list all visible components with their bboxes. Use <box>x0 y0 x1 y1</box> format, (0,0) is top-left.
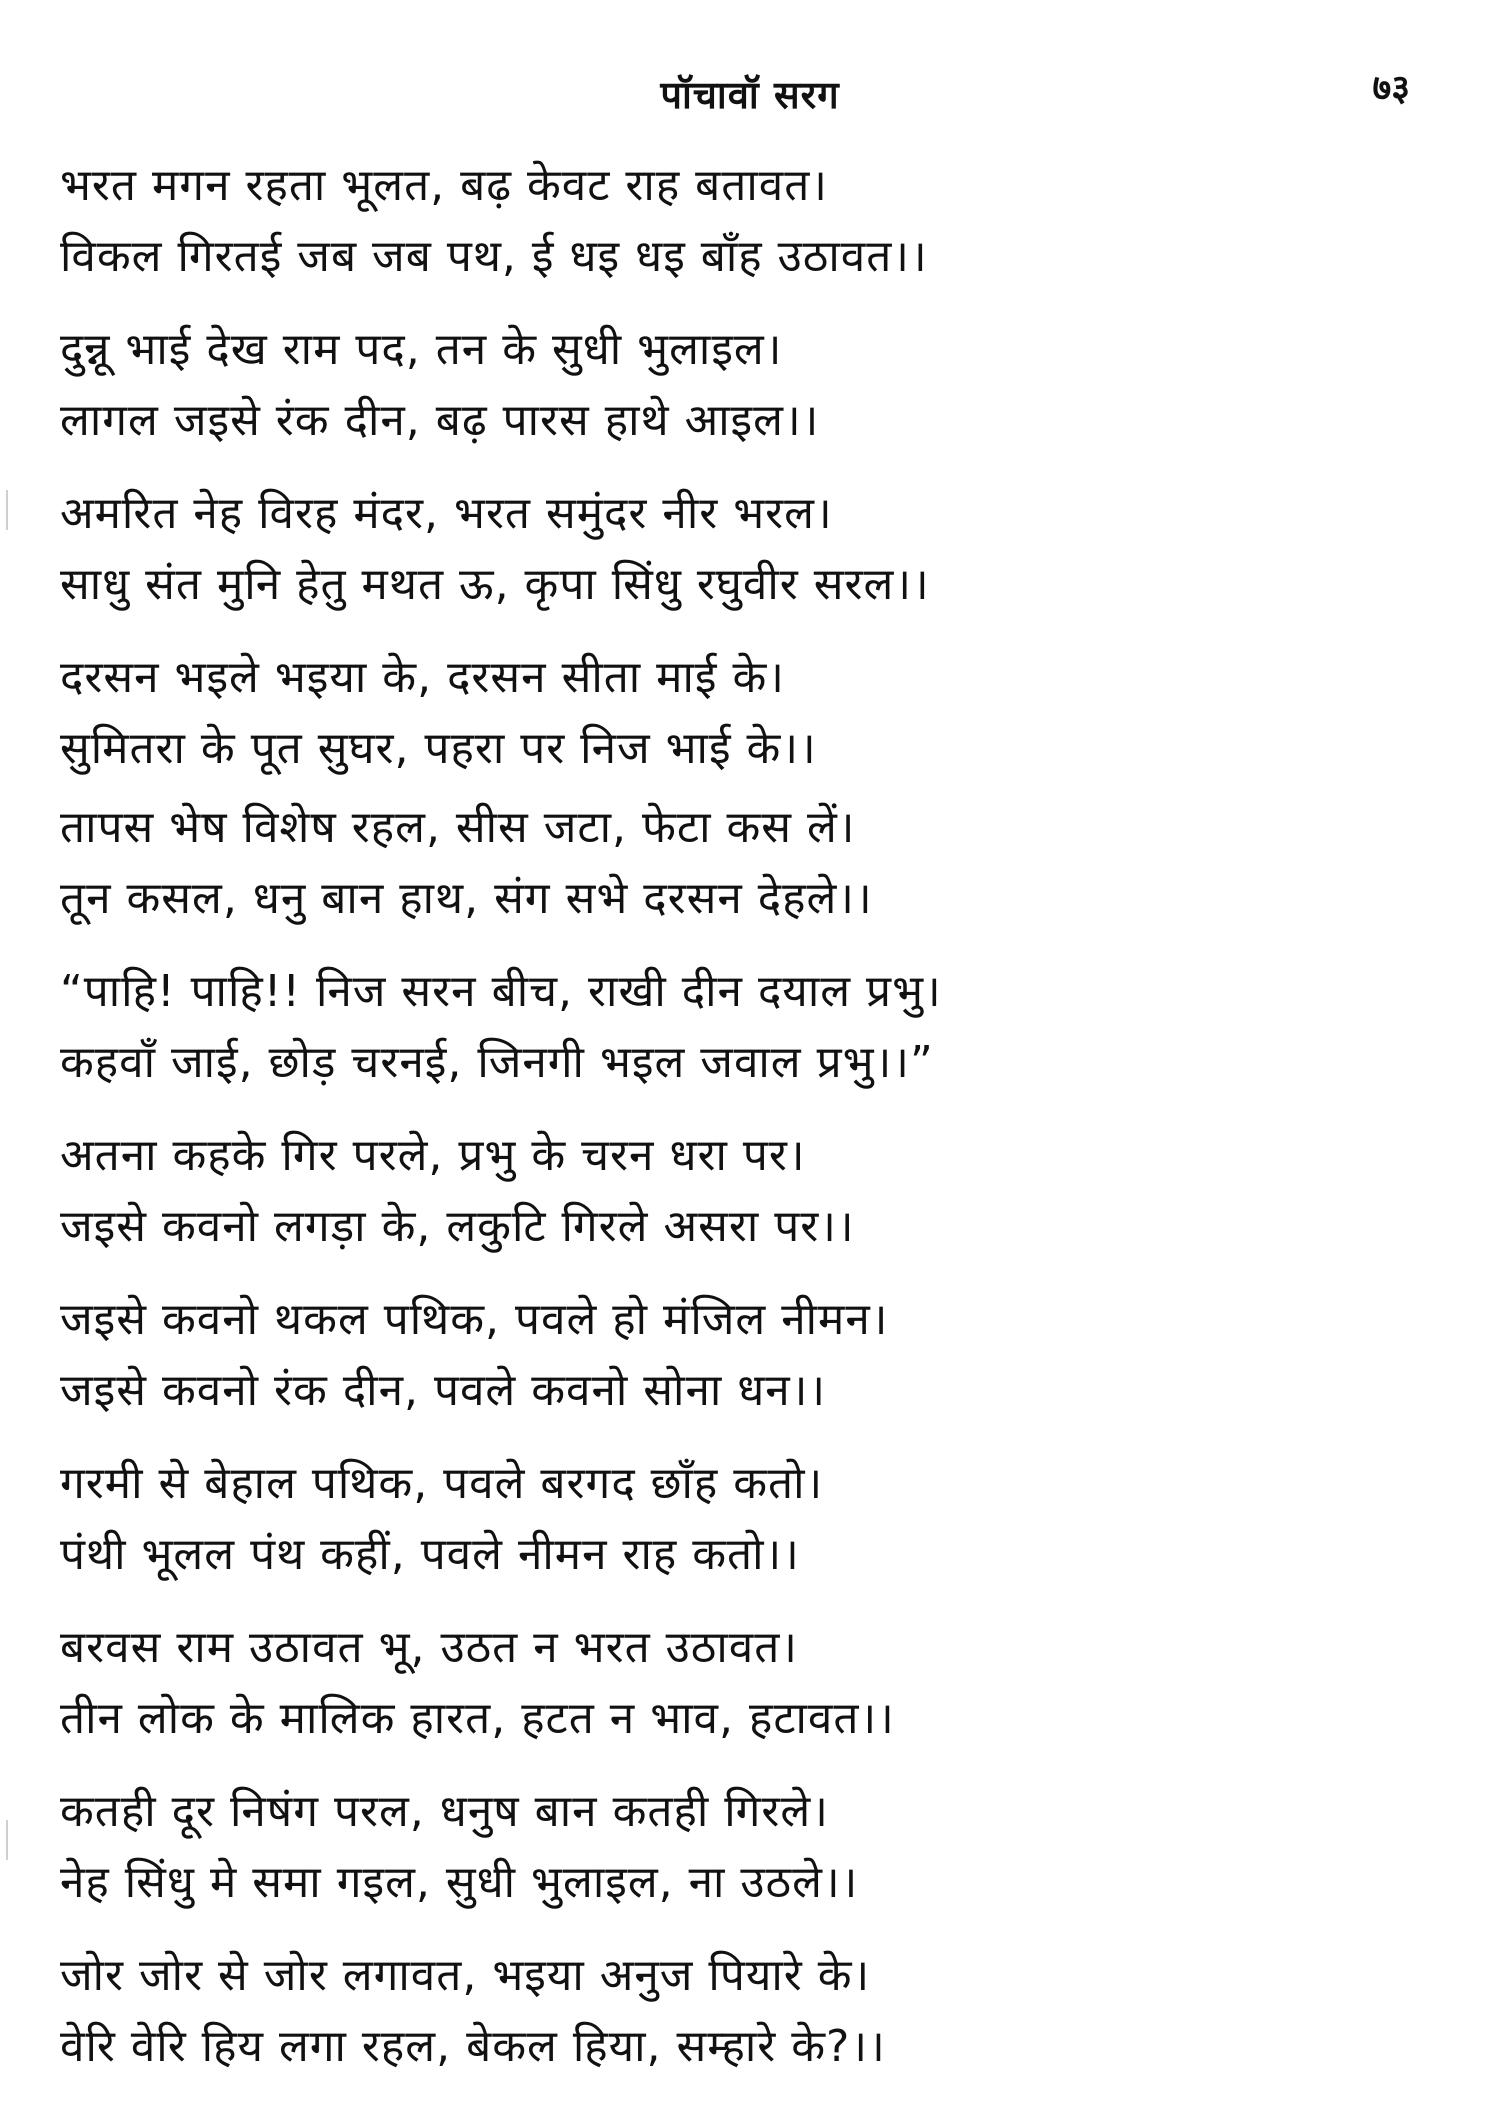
verse-line: जइसे कवनो थकल पथिक, पवले हो मंजिल नीमन। <box>60 1294 889 1345</box>
chapter-title: पॉचावॉ सरग <box>660 73 840 117</box>
verse-body <box>60 150 1460 2104</box>
verse-line: “पाहि! पाहि!! निज सरन बीच, राखी दीन दयाल प्रभु। <box>60 966 942 1017</box>
verse-line: पंथी भूलल पंथ कहीं, पवले नीमन राह कतो।। <box>60 1529 800 1580</box>
verse-line: सुमितरा के पूत सुघर, पहरा पर निज भाई के।। <box>60 723 817 774</box>
page-number: ७३ <box>1372 68 1410 109</box>
verse-line: जोर जोर से जोर लगावत, भइया अनुज पियारे के। <box>60 1950 871 2001</box>
verse-line: तापस भेष विशेष रहल, सीस जटा, फेटा कस लें। <box>60 802 856 853</box>
stanza-9 <box>60 1448 1460 1590</box>
verse-line: बरवस राम उठावत भू, उठत न भरत उठावत। <box>60 1622 798 1673</box>
margin-mark <box>6 490 8 530</box>
verse-line: कतही दूर निषंग परल, धनुष बान कतही गिरले। <box>60 1786 829 1837</box>
verse-line: दुन्नू भाई देख राम पद, तन के सुधी भुलाइल। <box>60 324 783 375</box>
verse-line: जइसे कवनो लगड़ा के, लकुटि गिरले असरा पर।। <box>60 1201 855 1252</box>
stanza-7 <box>60 1120 1460 1262</box>
verse-line: कहवाँ जाई, छोड़ चरनई, जिनगी भइल जवाल प्रभु।।” <box>60 1037 934 1088</box>
stanza-4 <box>60 642 1460 784</box>
stanza-2 <box>60 314 1460 456</box>
verse-line: नेह सिंधु मे समा गइल, सुधी भुलाइल, ना उठले।। <box>60 1857 859 1908</box>
stanza-12 <box>60 1940 1460 2082</box>
verse-line: दरसन भइले भइया के, दरसन सीता माई के। <box>60 652 785 703</box>
verse-line: तीन लोक के मालिक हारत, हटत न भाव, हटावत।। <box>60 1693 895 1744</box>
verse-line: विकल गिरतई जब जब पथ, ई धइ धइ बाँह उठावत।। <box>60 231 928 282</box>
stanza-5 <box>60 792 1460 934</box>
verse-line: अतना कहके गिर परले, प्रभु के चरन धरा पर। <box>60 1130 806 1181</box>
stanza-1 <box>60 150 1460 292</box>
margin-mark <box>6 1820 8 1860</box>
verse-line: जइसे कवनो रंक दीन, पवले कवनो सोना धन।। <box>60 1365 827 1416</box>
verse-line: अमरित नेह विरह मंदर, भरत समुंदर नीर भरल। <box>60 488 833 539</box>
verse-line: लागल जइसे रंक दीन, बढ़ पारस हाथे आइल।। <box>60 395 820 446</box>
verse-line: गरमी से बेहाल पथिक, पवले बरगद छाँह कतो। <box>60 1458 824 1509</box>
verse-line: भरत मगन रहता भूलत, बढ़ केवट राह बतावत। <box>60 160 828 211</box>
stanza-11 <box>60 1776 1460 1918</box>
stanza-8 <box>60 1284 1460 1426</box>
verse-line: वेरि वेरि हिय लगा रहल, बेकल हिया, सम्हारे के?।। <box>60 2021 886 2072</box>
stanza-6 <box>60 956 1460 1098</box>
stanza-3 <box>60 478 1460 620</box>
verse-line: तून कसल, धनु बान हाथ, संग सभे दरसन देहले।। <box>60 873 873 924</box>
stanza-10 <box>60 1612 1460 1754</box>
verse-line: साधु संत मुनि हेतु मथत ऊ, कृपा सिंधु रघुवीर सरल।। <box>60 559 930 610</box>
